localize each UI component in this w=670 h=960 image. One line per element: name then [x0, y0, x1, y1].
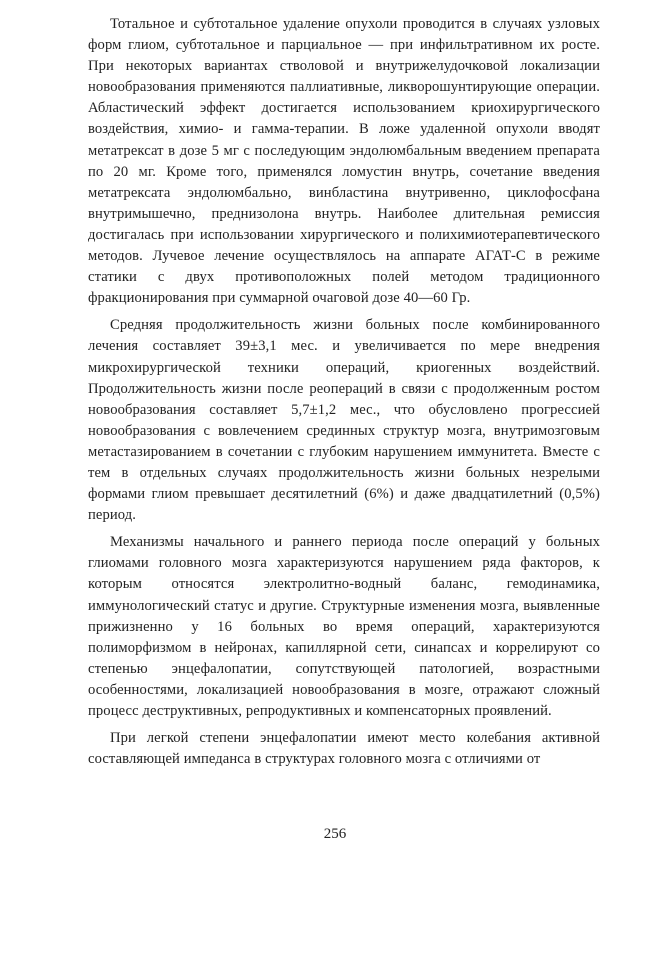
paragraph-2: Средняя продолжительность жизни больных после комбинированного лечения составляет 39±3,1 мес. и увеличивается по мере внедрения микрохирургической техники операций, криогенных воздействий. Продолжительность жизни после реопераций в связи с продолженным ростом новообразования составляет 5,7±1,2 мес., что обусловлено прогрессией новообразования с вовлечением срединных структур мозга, внутримозговым метастазированием в сочетании с глубоким нарушением иммунитета. Вместе с тем в отдельных случаях продолжительность жизни больных незрелыми формами глиом превышает десятилетний (6%) и даже двадцатилетний (0,5%) период. [88, 317, 600, 524]
paragraph-1: Тотальное и субтотальное удаление опухоли проводится в случаях узловых форм глиом, субтотальное и парциальное — при инфильтративном их росте. При некоторых вариантах стволовой и внутрижелудочковой локализации новообразования применяются паллиативные, ликворошунтирующие операции. Абластический эффект достигается использованием криохирургического воздействия, химио- и гамма-терапии. В ложе удаленной опухоли вводят метатрексат в дозе 5 мг с последующим эндолюмбальным введением препарата по 20 мг. Кроме того, применялся ломустин внутрь, сочетание введения метатрексата эндолюмбально, винбластина внутривенно, циклофосфана внутримышечно, преднизолона внутрь. Наиболее длительная ремиссия достигалась при использовании хирургического и полихимиотерапевтического методов. Лучевое лечение осуществлялось на аппарате АГАТ-С в режиме статики с двух противоположных полей методом традиционного фракционирования при суммарной очаговой дозе 40—60 Гр. [88, 16, 600, 307]
paragraph-4: При легкой степени энцефалопатии имеют место колебания активной составляющей импеданса в структурах головного мозга с отличиями от [88, 730, 600, 768]
page-body [88, 14, 600, 776]
page-number: 256 [323, 826, 347, 842]
paragraph-3: Механизмы начального и раннего периода после операций у больных глиомами головного мозга характеризуются нарушением ряда факторов, к которым относятся электролитно-водный баланс, гемодинамика, иммунологический статус и другие. Структурные изменения мозга, выявленные прижизненно у 16 больных во время операций, характеризуются полиморфизмом в нейронах, капиллярной сети, синапсах и коррелируют со степенью энцефалопатии, сопутствующей патологией, возрастными особенностями, локализацией новообразования в мозге, отражают сложный процесс деструктивных, репродуктивных и компенсаторных проявлений. [88, 534, 600, 719]
